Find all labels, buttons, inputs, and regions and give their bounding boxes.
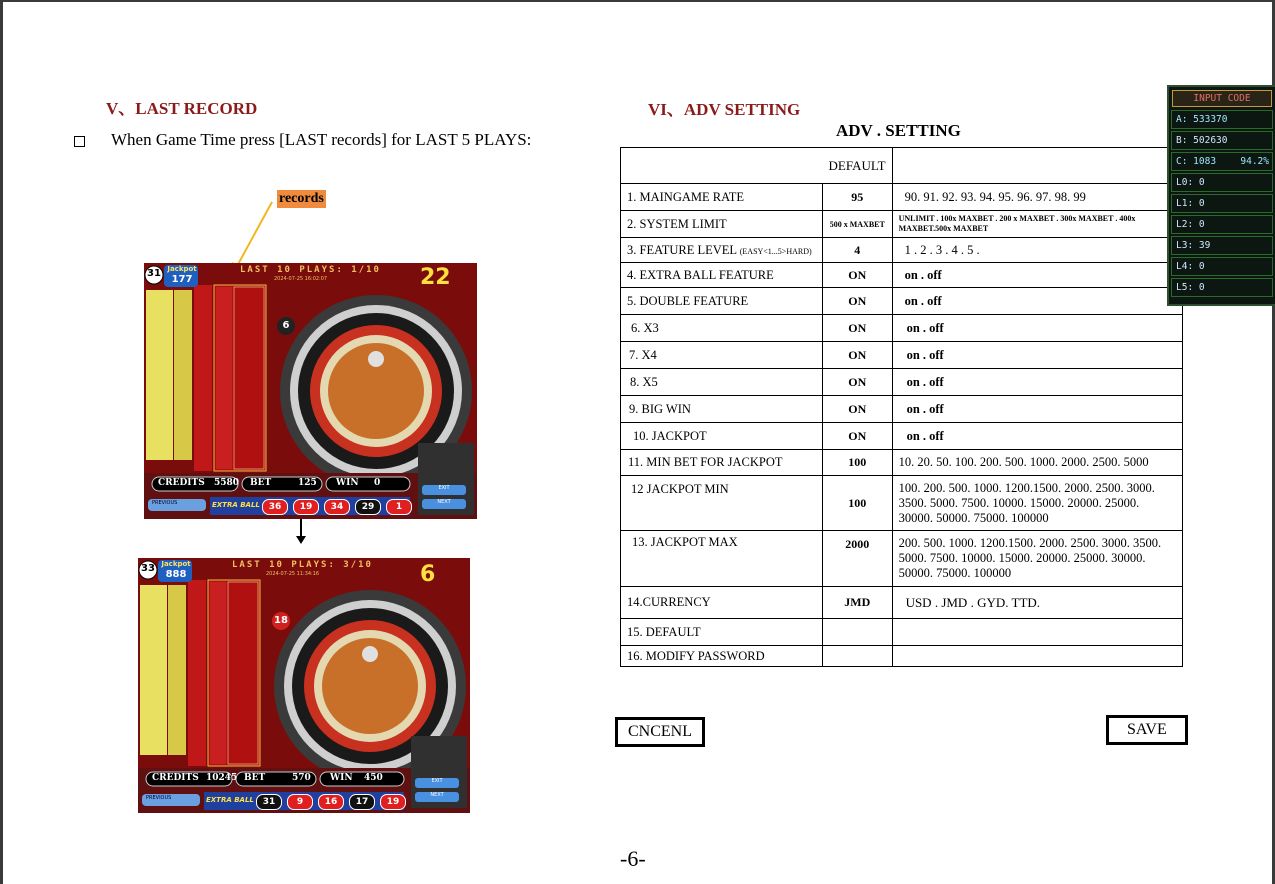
setting-options: on . off bbox=[892, 423, 1182, 450]
circle-number: 31 bbox=[147, 268, 161, 279]
setting-label: 3. FEATURE LEVEL bbox=[627, 242, 737, 257]
table-header-row bbox=[621, 148, 1183, 184]
setting-default: ON bbox=[823, 315, 893, 342]
credits-label: CREDITS bbox=[158, 478, 205, 488]
setting-row[interactable] bbox=[621, 288, 1183, 315]
history-column bbox=[174, 290, 192, 460]
previous-button: PREVIOUS bbox=[152, 500, 178, 506]
setting-options: 200. 500. 1000. 1200.1500. 2000. 2500. 3000. 3500. 5000. 7500. 10000. 15000. 20000. 25000. 30000. 50000. 75000. 100000 bbox=[892, 531, 1182, 587]
win-value: 450 bbox=[364, 773, 383, 783]
play-date: 2024-07-25 11:34:16 bbox=[266, 571, 320, 577]
intro-text: When Game Time press [LAST records] for LAST 5 PLAYS: bbox=[111, 130, 532, 149]
save-button[interactable]: SAVE bbox=[1106, 715, 1188, 745]
setting-label: 13. JACKPOT MAX bbox=[621, 531, 823, 587]
setting-row[interactable] bbox=[621, 450, 1183, 476]
win-label: WIN bbox=[330, 773, 353, 783]
win-value: 0 bbox=[374, 478, 381, 488]
bet-value: 125 bbox=[298, 478, 317, 488]
setting-row[interactable] bbox=[621, 315, 1183, 342]
setting-label-note: (EASY<1...5>HARD) bbox=[739, 246, 812, 256]
setting-options: UNLIMIT . 100x MAXBET . 200 x MAXBET . 300x MAXBET . 400x MAXBET.500x MAXBET bbox=[892, 211, 1182, 238]
code-row bbox=[1171, 257, 1273, 276]
credits-label: CREDITS bbox=[152, 773, 199, 783]
code-row-extra: 94.2% bbox=[1240, 156, 1269, 167]
adv-settings-table bbox=[620, 147, 1183, 667]
setting-label: 2. SYSTEM LIMIT bbox=[621, 211, 823, 238]
history-column bbox=[168, 585, 186, 755]
setting-options bbox=[892, 646, 1182, 667]
ball-number: 6 bbox=[282, 320, 290, 331]
input-code-panel bbox=[1167, 85, 1275, 306]
bet-label: BET bbox=[250, 478, 272, 488]
jackpot-label: Jackpot bbox=[161, 560, 191, 568]
setting-default: ON bbox=[823, 263, 893, 288]
extra-ball: 16 bbox=[318, 794, 344, 810]
setting-row[interactable] bbox=[621, 531, 1183, 587]
ball-number: 18 bbox=[274, 615, 288, 626]
win-label: WIN bbox=[336, 478, 359, 488]
default-header: DEFAULT bbox=[823, 148, 893, 184]
setting-options: on . off bbox=[892, 315, 1182, 342]
code-row bbox=[1171, 236, 1273, 255]
setting-row[interactable] bbox=[621, 476, 1183, 531]
history-column bbox=[146, 290, 173, 460]
code-row bbox=[1171, 194, 1273, 213]
jackpot-value: 888 bbox=[165, 569, 187, 580]
setting-default bbox=[823, 646, 893, 667]
setting-default: 500 x MAXBET bbox=[823, 211, 893, 238]
last-plays-label: LAST 10 PLAYS: 1/10 bbox=[240, 265, 381, 275]
setting-default: 4 bbox=[823, 238, 893, 263]
setting-options: on . off bbox=[892, 342, 1182, 369]
code-row-label: L3: 39 bbox=[1176, 240, 1211, 251]
code-row-label: L4: 0 bbox=[1176, 261, 1205, 272]
setting-label: 16. MODIFY PASSWORD bbox=[621, 646, 823, 667]
setting-label: 12 JACKPOT MIN bbox=[621, 476, 823, 531]
pointer-arrow-line bbox=[236, 202, 272, 268]
setting-options: 100. 200. 500. 1000. 1200.1500. 2000. 2500. 3000. 3500. 5000. 7500. 10000. 15000. 20000. 25000. 30000. 50000. 75000. 100000 bbox=[892, 476, 1182, 531]
code-row bbox=[1171, 110, 1273, 129]
code-row bbox=[1171, 215, 1273, 234]
setting-options bbox=[892, 619, 1182, 646]
previous-button: PREVIOUS bbox=[146, 795, 172, 801]
setting-label: 5. DOUBLE FEATURE bbox=[621, 288, 823, 315]
setting-row[interactable] bbox=[621, 263, 1183, 288]
setting-label-cell bbox=[621, 238, 823, 263]
setting-default: ON bbox=[823, 396, 893, 423]
setting-default: 95 bbox=[823, 184, 893, 211]
setting-row[interactable] bbox=[621, 184, 1183, 211]
extra-ball: 17 bbox=[349, 794, 375, 810]
setting-row[interactable] bbox=[621, 587, 1183, 619]
credits-value: 10245 bbox=[206, 773, 238, 783]
setting-label: 4. EXTRA BALL FEATURE bbox=[621, 263, 823, 288]
setting-row[interactable] bbox=[621, 369, 1183, 396]
result-number: 6 bbox=[420, 562, 436, 587]
setting-row[interactable] bbox=[621, 396, 1183, 423]
setting-options: 90. 91. 92. 93. 94. 95. 96. 97. 98. 99 bbox=[892, 184, 1182, 211]
jackpot-value: 177 bbox=[171, 274, 193, 285]
setting-label: 6. X3 bbox=[621, 315, 823, 342]
setting-default bbox=[823, 619, 893, 646]
setting-options: 1 . 2 . 3 . 4 . 5 . bbox=[892, 238, 1182, 263]
result-number: 22 bbox=[420, 265, 451, 290]
setting-label: 8. X5 bbox=[621, 369, 823, 396]
setting-row[interactable] bbox=[621, 238, 1183, 263]
setting-row[interactable] bbox=[621, 646, 1183, 667]
setting-default: 2000 bbox=[823, 531, 893, 587]
credits-value: 5580 bbox=[214, 478, 240, 488]
setting-row[interactable] bbox=[621, 342, 1183, 369]
setting-default: 100 bbox=[823, 450, 893, 476]
cancel-button[interactable]: CNCENL bbox=[615, 717, 705, 747]
extra-ball-label: EXTRA BALL bbox=[212, 501, 260, 509]
extra-ball: 34 bbox=[324, 499, 350, 515]
circle-number: 33 bbox=[141, 563, 155, 574]
setting-row[interactable] bbox=[621, 211, 1183, 238]
setting-default: ON bbox=[823, 369, 893, 396]
setting-label: 15. DEFAULT bbox=[621, 619, 823, 646]
setting-default: JMD bbox=[823, 587, 893, 619]
history-column bbox=[140, 585, 167, 755]
section-title-adv-setting: VI、ADV SETTING bbox=[648, 100, 801, 119]
exit-button: EXIT bbox=[438, 485, 450, 491]
game-screenshot-2 bbox=[138, 558, 470, 813]
jackpot-label: Jackpot bbox=[167, 265, 197, 273]
code-row-label: L1: 0 bbox=[1176, 198, 1205, 209]
last-plays-label: LAST 10 PLAYS: 3/10 bbox=[232, 560, 373, 570]
page-number: -6- bbox=[620, 846, 646, 871]
setting-default: ON bbox=[823, 342, 893, 369]
adv-setting-heading: ADV . SETTING bbox=[836, 121, 961, 140]
extra-ball-list bbox=[256, 794, 406, 810]
code-row-label: C: 1083 bbox=[1176, 156, 1217, 167]
code-row bbox=[1171, 173, 1273, 192]
code-row-label: A: 533370 bbox=[1176, 114, 1228, 125]
extra-ball: 31 bbox=[256, 794, 282, 810]
extra-ball-label: EXTRA BALL bbox=[206, 796, 254, 804]
setting-options: on . off bbox=[892, 288, 1182, 315]
code-row-label: L5: 0 bbox=[1176, 282, 1205, 293]
extra-ball: 29 bbox=[355, 499, 381, 515]
bet-label: BET bbox=[244, 773, 266, 783]
setting-default: ON bbox=[823, 423, 893, 450]
setting-options: on . off bbox=[892, 263, 1182, 288]
extra-ball: 9 bbox=[287, 794, 313, 810]
code-row bbox=[1171, 278, 1273, 297]
setting-options: 10. 20. 50. 100. 200. 500. 1000. 2000. 2500. 5000 bbox=[892, 450, 1182, 476]
code-row-label: B: 502630 bbox=[1176, 135, 1228, 146]
code-row-label: L2: 0 bbox=[1176, 219, 1205, 230]
setting-label: 7. X4 bbox=[621, 342, 823, 369]
extra-ball: 19 bbox=[293, 499, 319, 515]
code-row bbox=[1171, 152, 1273, 171]
extra-ball: 1 bbox=[386, 499, 412, 515]
setting-options: on . off bbox=[892, 369, 1182, 396]
setting-default: ON bbox=[823, 288, 893, 315]
setting-row[interactable] bbox=[621, 423, 1183, 450]
records-tag: records bbox=[279, 191, 324, 206]
setting-options: USD . JMD . GYD. TTD. bbox=[892, 587, 1182, 619]
setting-label: 10. JACKPOT bbox=[621, 423, 823, 450]
setting-label: 1. MAINGAME RATE bbox=[621, 184, 823, 211]
setting-label: 14.CURRENCY bbox=[621, 587, 823, 619]
game-screenshot-1 bbox=[144, 263, 477, 519]
section-title-last-record: V、LAST RECORD bbox=[106, 99, 258, 118]
input-code-title: INPUT CODE bbox=[1172, 90, 1272, 107]
setting-label: 11. MIN BET FOR JACKPOT bbox=[621, 450, 823, 476]
setting-row[interactable] bbox=[621, 619, 1183, 646]
bet-value: 570 bbox=[292, 773, 311, 783]
exit-button: EXIT bbox=[431, 778, 443, 784]
code-row bbox=[1171, 131, 1273, 150]
code-row-label: L0: 0 bbox=[1176, 177, 1205, 188]
setting-label: 9. BIG WIN bbox=[621, 396, 823, 423]
next-button: NEXT bbox=[430, 792, 444, 798]
extra-ball: 36 bbox=[262, 499, 288, 515]
extra-ball-list bbox=[262, 499, 412, 515]
bet-strip bbox=[188, 580, 206, 766]
setting-options: on . off bbox=[892, 396, 1182, 423]
setting-default: 100 bbox=[823, 476, 893, 531]
play-date: 2024-07-25 16:02:07 bbox=[274, 276, 328, 282]
bet-strip bbox=[194, 285, 212, 471]
down-arrowhead-icon bbox=[296, 536, 306, 544]
next-button: NEXT bbox=[437, 499, 451, 505]
extra-ball: 19 bbox=[380, 794, 406, 810]
